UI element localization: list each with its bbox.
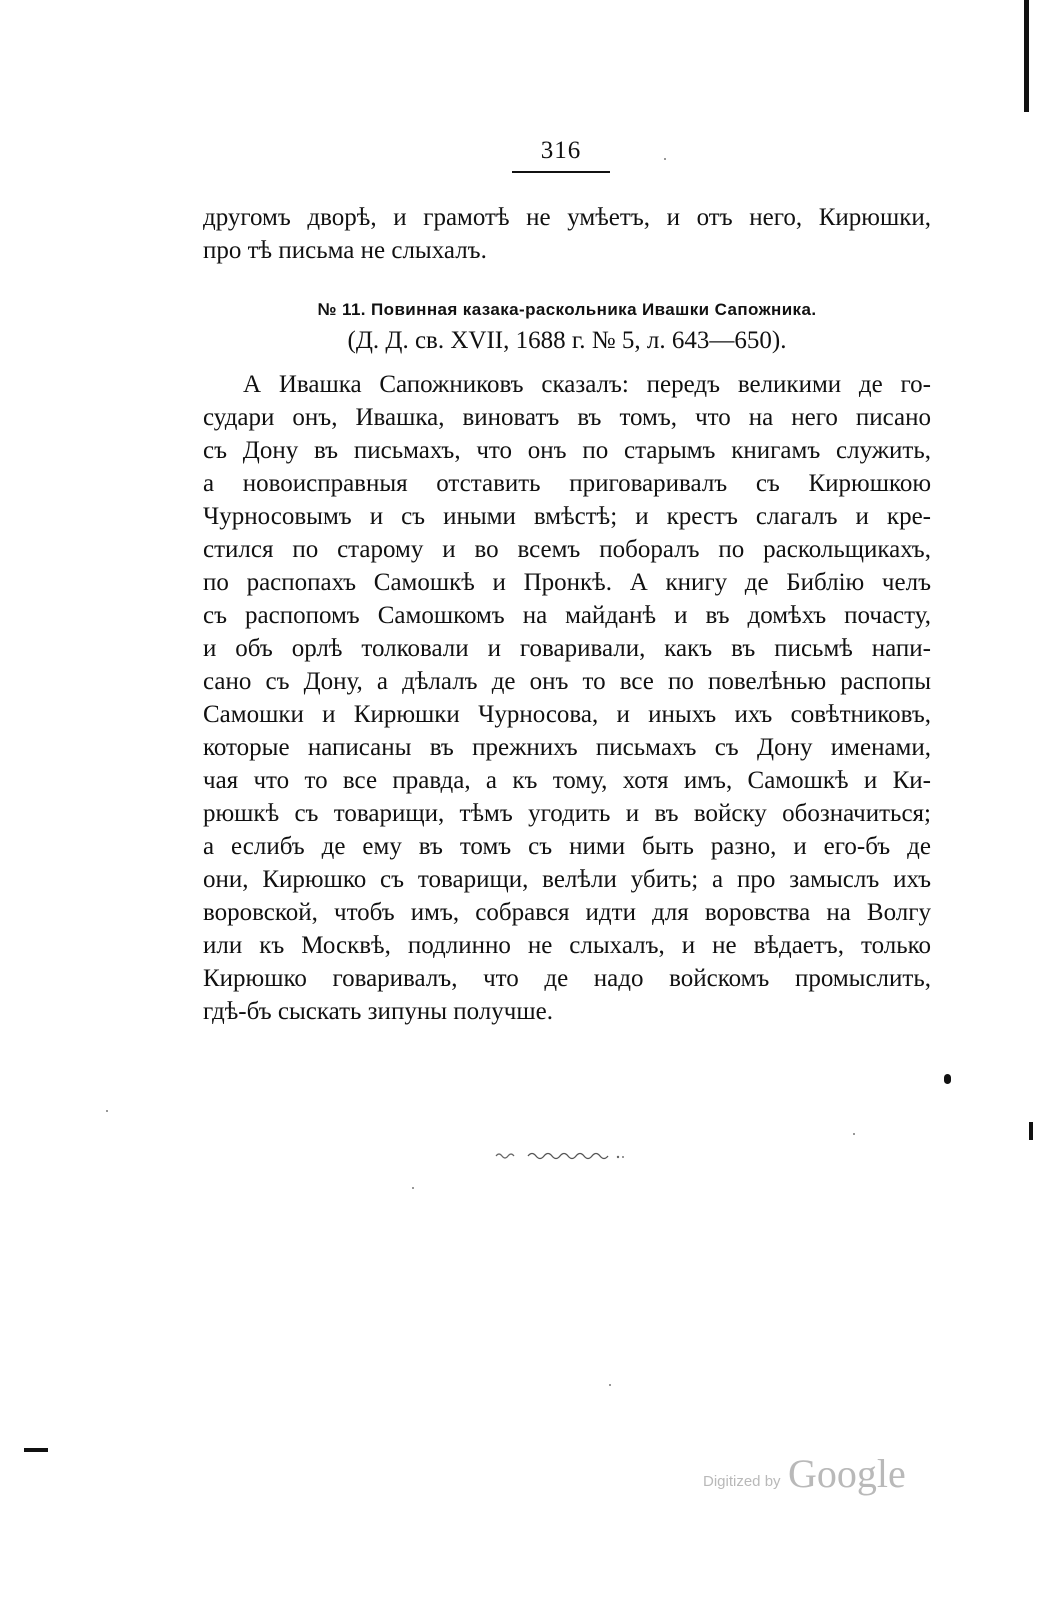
page-number-rule [512, 171, 610, 173]
body-line-17: воровской, чтобъ имъ, собрався идти для воровства на Волгу [203, 899, 931, 926]
body-line-14: рюшкѣ съ товарищи, тѣмъ угодить и въ войску обозначиться; [203, 800, 931, 827]
scan-edge-mark-top-right [1024, 0, 1029, 112]
body-line-13: чая что то все правда, а къ тому, хотя имъ, Самошкѣ и Ки- [203, 767, 931, 794]
body-line-6: стился по старому и во всемъ поборалъ по раскольщикахъ, [203, 536, 931, 563]
scan-speck [853, 1133, 855, 1135]
watermark-prefix: Digitized by [703, 1473, 781, 1490]
body-line-12: которые написаны въ прежнихъ письмахъ съ Дону именами, [203, 734, 931, 761]
body-line-10: сано съ Дону, а дѣлалъ де онъ то все по повелѣнью распопы [203, 668, 931, 695]
digitized-by-google-watermark [703, 1450, 918, 1500]
body-line-19: Кирюшко говаривалъ, что де надо войскомъ промыслить, [203, 965, 931, 992]
body-line-16: они, Кирюшко съ товарищи, велѣли убить; а про замыслъ ихъ [203, 866, 931, 893]
body-line-4: а новоисправныя отставить приговаривалъ съ Кирюшкою [203, 470, 931, 497]
body-line-18: или къ Москвѣ, подлинно не слыхалъ, и не вѣдаетъ, только [203, 932, 931, 959]
body-line-3: съ Дону въ письмахъ, что онъ по старымъ книгамъ служить, [203, 437, 931, 464]
body-line-9: и объ орлѣ толковали и говаривали, какъ въ письмѣ напи- [203, 635, 931, 662]
body-line-15: а еслибъ де ему въ томъ съ ними быть разно, и его-бъ де [203, 833, 931, 860]
scan-speck [609, 1384, 611, 1386]
watermark-brand: Google [788, 1451, 906, 1496]
body-line-11: Самошки и Кирюшки Чурносова, и иныхъ ихъ совѣтниковъ, [203, 701, 931, 728]
document-source-reference: (Д. Д. св. XVII, 1688 г. № 5, л. 643—650). [347, 327, 787, 354]
scan-speck [106, 1110, 108, 1112]
body-line-7: по распопахъ Самошкѣ и Пронкѣ. А книгу де Библію челъ [203, 569, 931, 596]
body-line-20: гдѣ-бъ сыскать зипуны получше. [203, 998, 553, 1025]
scan-edge-mark-right-dot [944, 1074, 951, 1084]
document-heading: № 11. Повинная казака-раскольника Ивашки Сапожника. [317, 300, 817, 319]
scan-edge-mark-right-tick [1029, 1122, 1033, 1140]
body-line-2: судари онъ, Ивашка, виноватъ въ томъ, что на него писано [203, 404, 931, 431]
body-line-5: Чурносовымъ и съ иными вмѣстѣ; и крестъ слагалъ и кре- [203, 503, 931, 530]
scan-speck [412, 1187, 414, 1189]
body-line-8: съ распопомъ Самошкомъ на майданѣ и въ домѣхъ почасту, [203, 602, 931, 629]
scan-speck [664, 158, 666, 160]
continued-text-line-2: про тѣ письма не слыхалъ. [203, 237, 487, 264]
body-line-1: А Ивашка Сапожниковъ сказалъ: передъ великими де го- [243, 371, 931, 398]
continued-text-line-1: другомъ дворѣ, и грамотѣ не умѣетъ, и отъ него, Кирюшки, [203, 204, 931, 231]
page-number: 316 [540, 137, 582, 164]
end-ornament-icon [494, 1148, 626, 1162]
scan-edge-mark-left-dash [24, 1448, 48, 1452]
